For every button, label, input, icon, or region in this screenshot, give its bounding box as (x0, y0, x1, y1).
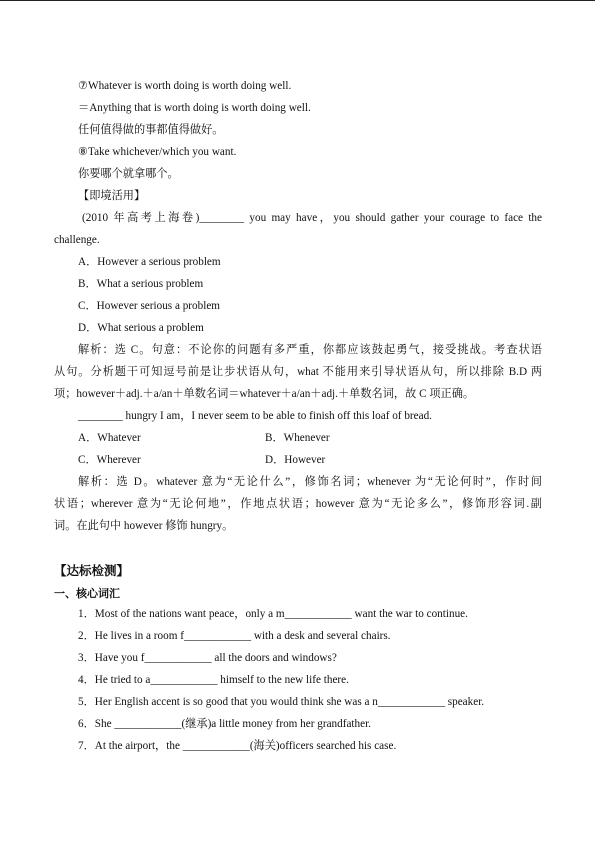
q2-stem: ________ hungry I am，I never seem to be able to finish off this loaf of bread. (78, 410, 432, 422)
q2-option-a: A．Whatever (78, 432, 141, 444)
q2-analysis-line1: 解析：选 D。whatever 意为“无论什么”，修饰名词；whenever 为“无论何时”，作时间 (78, 476, 542, 488)
vocab-item-4: 4．He tried to a____________ himself to the new life there. (78, 674, 349, 686)
q1-option-d: D．What serious a problem (78, 322, 204, 334)
q2-option-d: D．However (265, 454, 326, 466)
q1-stem-line1: (2010 年高考上海卷)________ you may have，you should gather your courage to face the (82, 212, 542, 224)
vocab-item-1: 1．Most of the nations want peace，only a m____________ want the war to continue. (78, 608, 468, 620)
note-7-english: ⑦Whatever is worth doing is worth doing well. (78, 80, 292, 92)
vocab-item-7: 7．At the airport，the ____________(海关)officers searched his case. (78, 740, 397, 752)
q1-option-b: B．What a serious problem (78, 278, 204, 290)
test-section-title: 【达标检测】 (54, 563, 130, 578)
vocab-item-2: 2．He lives in a room f____________ with a desk and several chairs. (78, 630, 391, 642)
q1-option-a: A．However a serious problem (78, 256, 221, 268)
q2-option-c: C．Wherever (78, 454, 141, 466)
note-7-equivalent: ＝Anything that is worth doing is worth doing well. (78, 102, 311, 114)
q1-analysis-line2: 从句。分析题干可知逗号前是让步状语从句，what 不能用来引导状语从句，所以排除 B.D 两 (54, 366, 542, 378)
note-8-english: ⑧Take whichever/which you want. (78, 146, 237, 158)
q1-analysis-line1: 解析：选 C。句意：不论你的问题有多严重，你都应该鼓起勇气，接受挑战。考查状语 (78, 344, 542, 356)
q2-analysis-line2: 状语；wherever 意为“无论何地”，作地点状语；however 意为“无论多么”，修饰形容词.副 (54, 498, 542, 510)
core-vocab-heading: 一、核心词汇 (54, 587, 120, 600)
vocab-item-5: 5．Her English accent is so good that you would think she was a n____________ speaker. (78, 696, 485, 708)
q1-stem-line2: challenge. (54, 234, 100, 246)
q1-option-c: C．However serious a problem (78, 300, 220, 312)
vocab-item-6: 6．She ____________(继承)a little money from her grandfather. (78, 718, 371, 730)
note-7-chinese: 任何值得做的事都值得做好。 (78, 124, 224, 136)
q1-analysis-line3: 项；however＋adj.＋a/an＋单数名词＝whatever＋a/an＋adj.＋单数名词，故 C 项正确。 (54, 388, 475, 400)
q2-analysis-line3: 词。在此句中 however 修饰 hungry。 (54, 520, 234, 532)
practice-label: 【即境活用】 (78, 190, 146, 202)
note-8-chinese: 你要哪个就拿哪个。 (78, 168, 179, 180)
q2-option-b: B．Whenever (265, 432, 330, 444)
vocab-item-3: 3．Have you f____________ all the doors and windows? (78, 652, 337, 664)
